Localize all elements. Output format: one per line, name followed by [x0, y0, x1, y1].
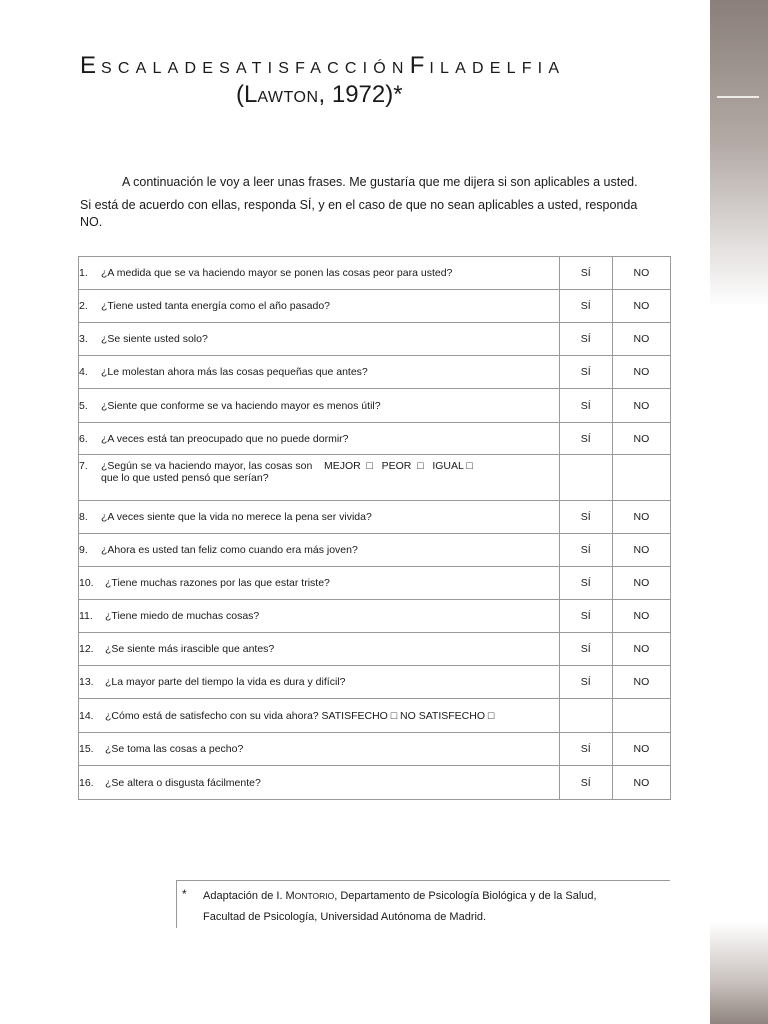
- question-row: [79, 534, 671, 567]
- question-number: 4.: [79, 366, 88, 378]
- question-text: ¿La mayor parte del tiempo la vida es dura y difícil?: [105, 676, 346, 688]
- question-text: ¿Según se va haciendo mayor, las cosas son MEJOR □ PEOR □ IGUAL □: [101, 460, 473, 472]
- question-row: [79, 600, 671, 633]
- answer-yes-cell[interactable]: SÍ: [559, 323, 612, 356]
- answer-yes-cell[interactable]: SÍ: [559, 290, 612, 323]
- answer-no-cell[interactable]: NO: [612, 633, 670, 666]
- question-row: [79, 766, 671, 800]
- question-text: ¿Cómo está de satisfecho con su vida ahora? SATISFECHO □ NO SATISFECHO □: [105, 709, 495, 722]
- answer-no-cell[interactable]: NO: [612, 389, 670, 423]
- question-cell: [79, 733, 560, 766]
- question-row: [79, 356, 671, 389]
- question-text: ¿Ahora es usted tan feliz como cuando era más joven?: [101, 544, 358, 556]
- question-row: [79, 423, 671, 455]
- answer-no-cell[interactable]: NO: [612, 423, 670, 455]
- answer-yes-cell[interactable]: [559, 699, 612, 733]
- answer-yes-cell[interactable]: SÍ: [559, 356, 612, 389]
- question-text: ¿Tiene miedo de muchas cosas?: [105, 610, 260, 622]
- answer-no-cell[interactable]: NO: [612, 600, 670, 633]
- intro-line-2: Si está de acuerdo con ellas, responda SÍ, y en el caso de que no sean aplicables a usted, responda NO.: [80, 198, 638, 229]
- question-number: 1.: [79, 267, 88, 279]
- question-text: ¿Se siente más irascible que antes?: [105, 643, 275, 655]
- footnote-divider-vertical: [176, 880, 177, 928]
- question-number: 2.: [79, 300, 88, 312]
- question-cell: [79, 356, 560, 389]
- answer-yes-cell[interactable]: SÍ: [559, 567, 612, 600]
- question-cell: [79, 389, 560, 423]
- question-cell: [79, 766, 560, 800]
- answer-yes-cell[interactable]: SÍ: [559, 257, 612, 290]
- question-number: 6.: [79, 432, 88, 445]
- question-cell: [79, 633, 560, 666]
- answer-yes-cell[interactable]: SÍ: [559, 733, 612, 766]
- page-subtitle: (LAWTON, 1972)*: [236, 81, 403, 108]
- answer-yes-cell[interactable]: SÍ: [559, 534, 612, 567]
- answer-no-cell[interactable]: [612, 455, 670, 501]
- question-number: 13.: [79, 676, 94, 688]
- question-cell: [79, 699, 560, 733]
- question-cell: [79, 567, 560, 600]
- answer-yes-cell[interactable]: SÍ: [559, 666, 612, 699]
- question-number: 3.: [79, 333, 88, 345]
- answer-yes-cell[interactable]: SÍ: [559, 389, 612, 423]
- question-text-continued: que lo que usted pensó que serían?: [101, 472, 269, 484]
- question-row: [79, 666, 671, 699]
- question-number: 14.: [79, 709, 94, 722]
- question-cell: [79, 423, 560, 455]
- answer-yes-cell[interactable]: SÍ: [559, 633, 612, 666]
- question-cell: [79, 534, 560, 567]
- page-title: ESCALADESATISFACCIÓNFILADELFIA: [80, 52, 566, 79]
- questionnaire-table: [78, 256, 671, 800]
- question-number: 15.: [79, 743, 94, 755]
- answer-no-cell[interactable]: NO: [612, 766, 670, 800]
- footnote-line-2: Facultad de Psicología, Universidad Autónoma de Madrid.: [203, 911, 487, 923]
- question-row: [79, 290, 671, 323]
- answer-no-cell[interactable]: NO: [612, 323, 670, 356]
- question-row: [79, 455, 671, 501]
- question-cell: [79, 455, 560, 501]
- answer-no-cell[interactable]: NO: [612, 534, 670, 567]
- footnote-line-1: Adaptación de I. MONTORIO, Departamento de Psicología Biológica y de la Salud,: [203, 890, 597, 902]
- answer-no-cell[interactable]: NO: [612, 257, 670, 290]
- side-decor-band: [710, 0, 768, 1024]
- question-text: ¿Le molestan ahora más las cosas pequeñas que antes?: [101, 366, 368, 378]
- intro-line-1: A continuación le voy a leer unas frases. Me gustaría que me dijera si son aplicables a usted.: [122, 175, 638, 189]
- answer-no-cell[interactable]: [612, 699, 670, 733]
- footnote-divider: [176, 880, 670, 881]
- footnote-marker: *: [182, 887, 187, 901]
- question-cell: [79, 600, 560, 633]
- question-number: 16.: [79, 776, 94, 789]
- question-cell: [79, 501, 560, 534]
- question-row: [79, 567, 671, 600]
- answer-yes-cell[interactable]: SÍ: [559, 766, 612, 800]
- answer-yes-cell[interactable]: SÍ: [559, 600, 612, 633]
- answer-yes-cell[interactable]: SÍ: [559, 423, 612, 455]
- question-number: 9.: [79, 544, 88, 556]
- answer-yes-cell[interactable]: SÍ: [559, 501, 612, 534]
- question-text: ¿A veces siente que la vida no merece la pena ser vivida?: [101, 511, 372, 523]
- question-cell: [79, 323, 560, 356]
- answer-no-cell[interactable]: NO: [612, 356, 670, 389]
- question-cell: [79, 290, 560, 323]
- question-number: 10.: [79, 577, 94, 589]
- question-row: [79, 389, 671, 423]
- answer-no-cell[interactable]: NO: [612, 666, 670, 699]
- question-text: ¿A medida que se va haciendo mayor se ponen las cosas peor para usted?: [101, 267, 453, 279]
- answer-yes-cell[interactable]: [559, 455, 612, 501]
- answer-no-cell[interactable]: NO: [612, 733, 670, 766]
- question-row: [79, 699, 671, 733]
- answer-no-cell[interactable]: NO: [612, 290, 670, 323]
- question-text: ¿Siente que conforme se va haciendo mayor es menos útil?: [101, 399, 381, 412]
- side-decor-line: [717, 96, 759, 98]
- answer-no-cell[interactable]: NO: [612, 501, 670, 534]
- question-row: [79, 501, 671, 534]
- question-number: 8.: [79, 511, 88, 523]
- question-row: [79, 257, 671, 290]
- answer-no-cell[interactable]: NO: [612, 567, 670, 600]
- question-text: ¿Se siente usted solo?: [101, 333, 208, 345]
- question-text: ¿A veces está tan preocupado que no puede dormir?: [101, 432, 349, 445]
- question-text: ¿Se toma las cosas a pecho?: [105, 743, 244, 755]
- question-text: ¿Se altera o disgusta fácilmente?: [105, 776, 261, 789]
- question-row: [79, 733, 671, 766]
- question-cell: [79, 666, 560, 699]
- question-number: 12.: [79, 643, 94, 655]
- question-number: 5.: [79, 399, 88, 412]
- question-cell: [79, 257, 560, 290]
- question-row: [79, 633, 671, 666]
- question-number: 7.: [79, 460, 88, 472]
- question-number: 11.: [79, 610, 93, 622]
- question-text: ¿Tiene muchas razones por las que estar triste?: [105, 577, 330, 589]
- question-text: ¿Tiene usted tanta energía como el año pasado?: [101, 300, 331, 312]
- question-row: [79, 323, 671, 356]
